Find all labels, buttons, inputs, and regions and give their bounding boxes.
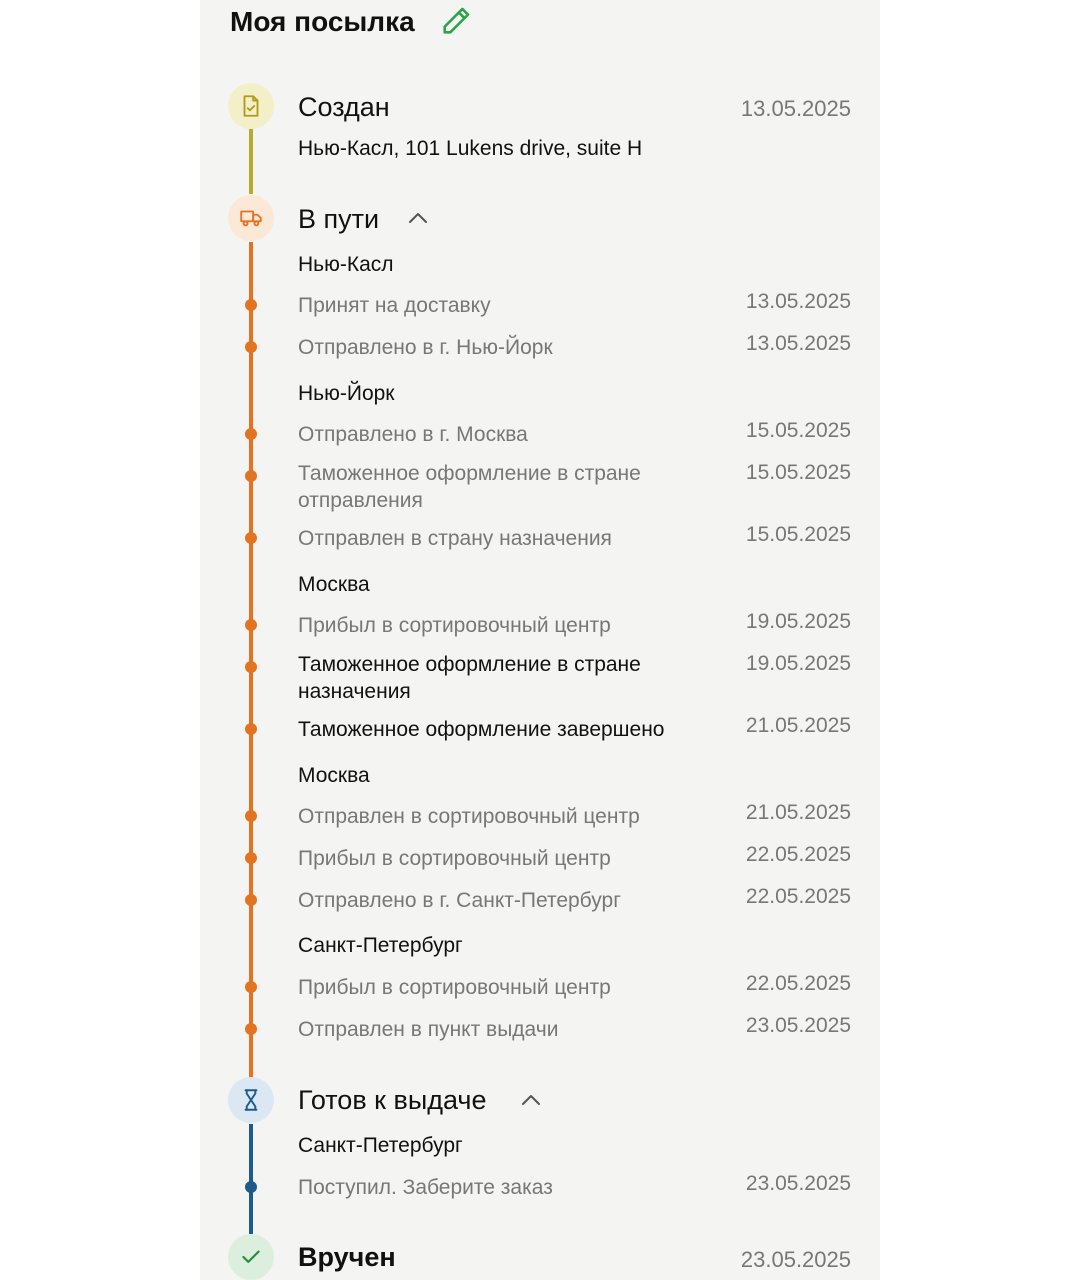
- event-date: 21.05.2025: [745, 714, 851, 737]
- event-date: 15.05.2025: [745, 523, 851, 546]
- event-dot: [245, 341, 257, 353]
- event-date: 15.05.2025: [745, 419, 851, 442]
- city-label: Санкт-Петербург: [298, 1134, 463, 1157]
- event-text: Поступил. Заберите заказ: [298, 1176, 553, 1199]
- page-title: Моя посылка: [230, 6, 415, 37]
- event-text: Таможенное оформление в стране отправления: [298, 462, 641, 512]
- event-dot: [245, 661, 257, 673]
- truck-icon: [228, 195, 274, 241]
- event-dot: [245, 428, 257, 440]
- pencil-icon[interactable]: [439, 4, 473, 38]
- stage-date-created: 13.05.2025: [740, 96, 851, 121]
- event-dot: [245, 470, 257, 482]
- stage-date-delivered: 23.05.2025: [740, 1247, 851, 1272]
- stage-title-delivered: Вручен: [298, 1242, 396, 1272]
- event-dot: [245, 894, 257, 906]
- event-date: 23.05.2025: [745, 1014, 851, 1037]
- event-text: Отправлено в г. Нью-Йорк: [298, 336, 553, 359]
- event-dot: [245, 619, 257, 631]
- city-label: Нью-Касл: [298, 253, 394, 276]
- event-text: Отправлен в пункт выдачи: [298, 1018, 559, 1041]
- event-text: Отправлен в сортировочный центр: [298, 805, 640, 828]
- city-label: Москва: [298, 573, 370, 596]
- checkmark-icon: [228, 1234, 274, 1280]
- event-dot: [245, 1181, 257, 1193]
- city-label: Санкт-Петербург: [298, 934, 463, 957]
- event-date: 21.05.2025: [745, 801, 851, 824]
- event-text: Отправлено в г. Москва: [298, 423, 528, 446]
- created-address: Нью-Касл, 101 Lukens drive, suite H: [298, 137, 643, 160]
- event-text: Прибыл в сортировочный центр: [298, 614, 611, 637]
- event-dot: [245, 981, 257, 993]
- event-dot: [245, 810, 257, 822]
- event-dot: [245, 532, 257, 544]
- event-text: Прибыл в сортировочный центр: [298, 976, 611, 999]
- event-date: 15.05.2025: [745, 461, 851, 484]
- timeline-line-created: [249, 126, 253, 194]
- event-date: 13.05.2025: [745, 332, 851, 355]
- event-date: 22.05.2025: [745, 972, 851, 995]
- event-date: 19.05.2025: [745, 610, 851, 633]
- timeline-line-ready: [249, 1124, 253, 1234]
- event-text: Таможенное оформление в стране назначения: [298, 653, 641, 703]
- document-check-icon: [228, 83, 274, 129]
- stage-title-ready[interactable]: Готов к выдаче: [298, 1085, 487, 1115]
- event-date: 22.05.2025: [745, 885, 851, 908]
- event-text: Таможенное оформление завершено: [298, 718, 665, 741]
- event-dot: [245, 299, 257, 311]
- event-dot: [245, 852, 257, 864]
- event-text: Отправлено в г. Санкт-Петербург: [298, 889, 621, 912]
- event-dot: [245, 723, 257, 735]
- event-date: 19.05.2025: [745, 652, 851, 675]
- hourglass-icon: [228, 1077, 274, 1123]
- stage-title-in-transit[interactable]: В пути: [298, 204, 380, 234]
- event-date: 22.05.2025: [745, 843, 851, 866]
- chevron-up-icon[interactable]: [521, 1094, 541, 1106]
- event-date: 13.05.2025: [745, 290, 851, 313]
- stage-title-created: Создан: [298, 92, 390, 122]
- chevron-up-icon[interactable]: [408, 212, 428, 224]
- city-label: Москва: [298, 764, 370, 787]
- event-text: Отправлен в страну назначения: [298, 527, 612, 550]
- city-label: Нью-Йорк: [298, 382, 395, 405]
- event-dot: [245, 1023, 257, 1035]
- event-text: Принят на доставку: [298, 294, 491, 317]
- event-text: Прибыл в сортировочный центр: [298, 847, 611, 870]
- event-date: 23.05.2025: [745, 1172, 851, 1195]
